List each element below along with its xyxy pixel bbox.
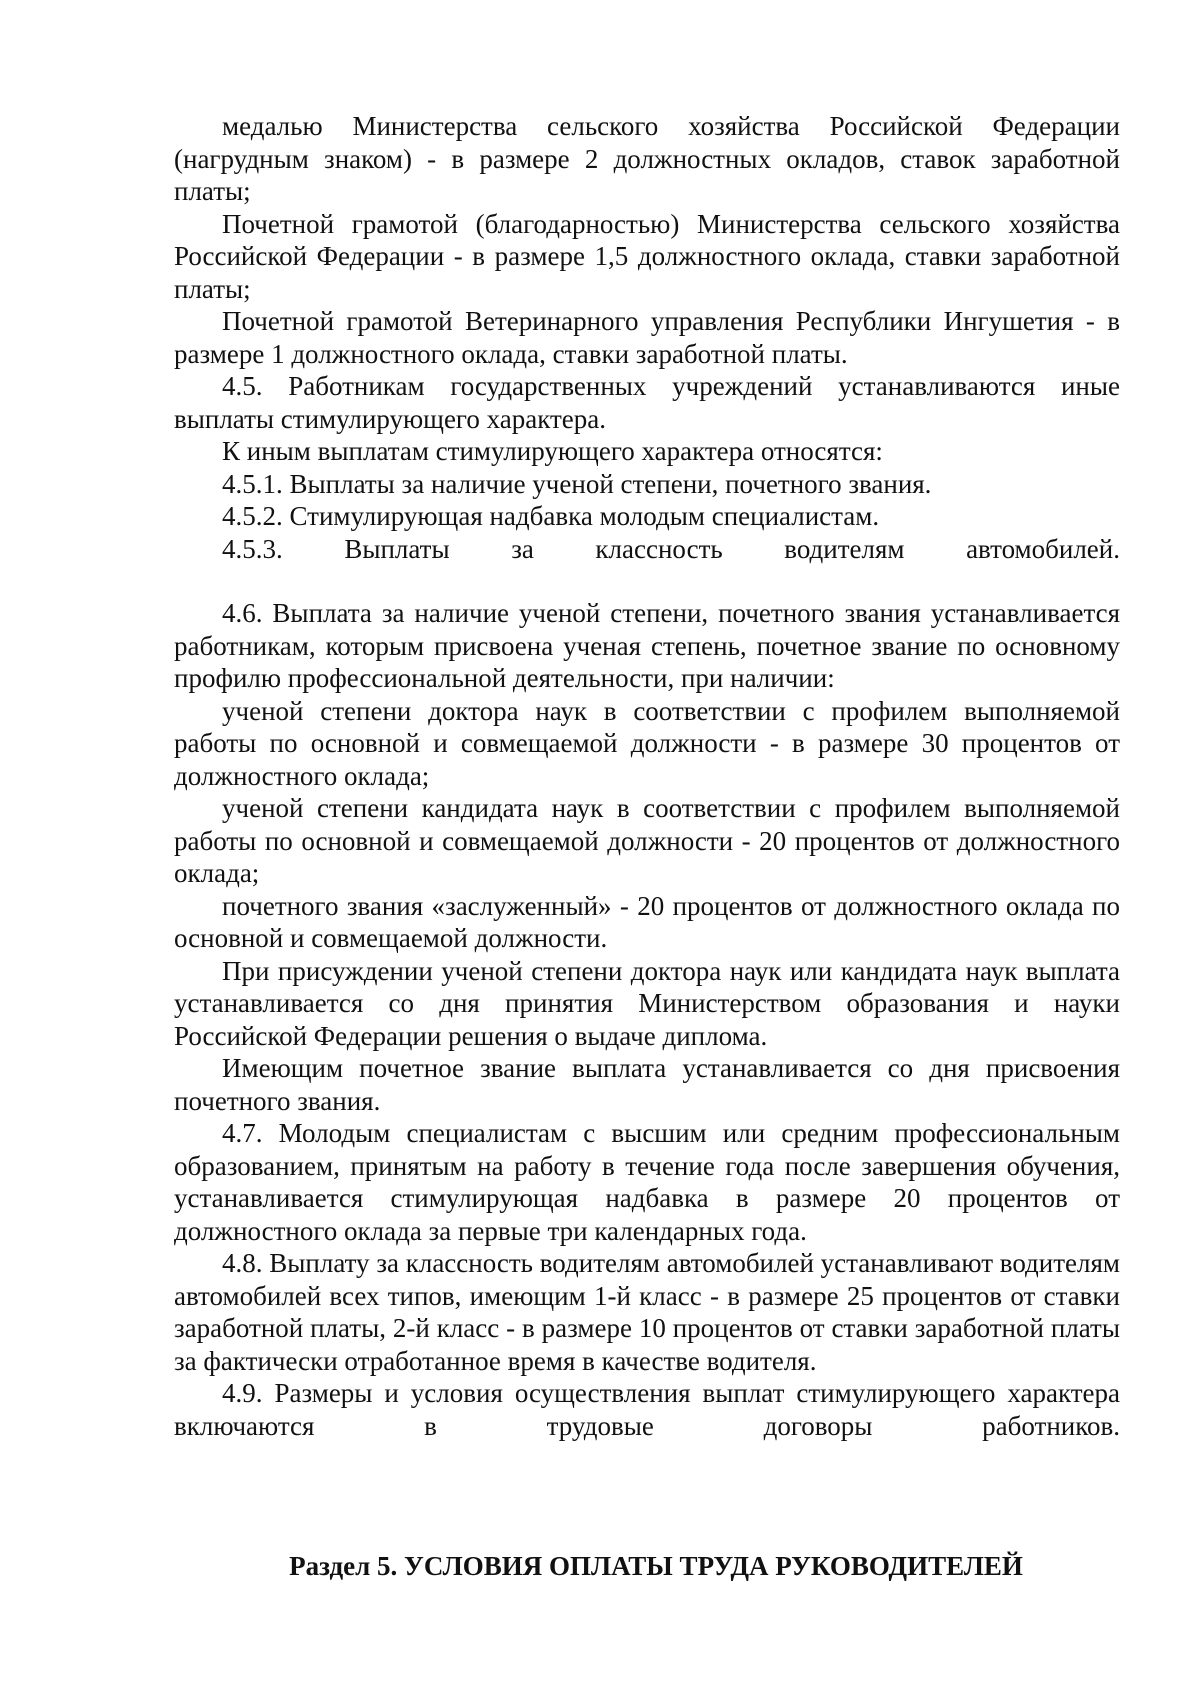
paragraph-4-8: 4.8. Выплату за классность водителям автомобилей устанавливают водителям автомобилей всех типов, имеющим 1-й класс - в размере 25 процентов от ставки заработной платы, 2-й класс - в размере 10 процентов от ставки заработной платы за фактически отработанное время в качестве водителя. xyxy=(174,1248,1120,1376)
paragraph-4-7: 4.7. Молодым специалистам с высшим или средним профессиональным образованием, принятым на работу в течение года после завершения обучения, устанавливается стимулирующая надбавка в размере 20 процентов от должностного оклада за первые три календарных года. xyxy=(174,1118,1120,1246)
paragraph-doctor-degree: ученой степени доктора наук в соответствии с профилем выполняемой работы по основной и совмещаемой должности - в размере 30 процентов от должностного оклада; xyxy=(174,695,1120,791)
paragraph-degree-award: При присуждении ученой степени доктора наук или кандидата наук выплата устанавливается со дня принятия Министерством образования и науки Российской Федерации решения о выдаче диплома. xyxy=(174,955,1120,1051)
paragraph-4-9: 4.9. Размеры и условия осуществления выплат стимулирующего характера включаются в трудовые договоры работников. xyxy=(174,1378,1120,1441)
paragraph-honorary-diploma-ministry: Почетной грамотой (благодарностью) Министерства сельского хозяйства Российской Федерации - в размере 1,5 должностного оклада, ставки заработной платы; xyxy=(174,208,1120,304)
paragraph-4-5-2: 4.5.2. Стимулирующая надбавка молодым специалистам. xyxy=(222,501,880,531)
document-body xyxy=(174,110,1120,1442)
paragraph-4-6: 4.6. Выплата за наличие ученой степени, почетного звания устанавливается работникам, которым присвоена ученая степень, почетное звание по основному профилю профессиональной деятельности, при наличии: xyxy=(174,598,1120,693)
paragraph-other-payments: К иным выплатам стимулирующего характера относятся: xyxy=(222,436,883,466)
paragraph-medal: медалью Министерства сельского хозяйства Российской Федерации (нагрудным знаком) - в размере 2 должностных окладов, ставок заработной платы; xyxy=(174,111,1120,206)
paragraph-candidate-degree: ученой степени кандидата наук в соответствии с профилем выполняемой работы по основной и совмещаемой должности - 20 процентов от должностного оклада; xyxy=(174,793,1120,888)
paragraph-4-5: 4.5. Работникам государственных учреждений устанавливаются иные выплаты стимулирующего характера. xyxy=(174,371,1120,434)
paragraph-4-5-3: 4.5.3. Выплаты за классность водителям автомобилей. xyxy=(222,533,1120,564)
paragraph-honorary-diploma-vet: Почетной грамотой Ветеринарного управления Республики Ингушетия - в размере 1 должностного оклада, ставки заработной платы. xyxy=(174,306,1120,369)
paragraph-honored-title: почетного звания «заслуженный» - 20 процентов от должностного оклада по основной и совмещаемой должности. xyxy=(174,890,1120,953)
paragraph-4-5-1: 4.5.1. Выплаты за наличие ученой степени, почетного звания. xyxy=(222,468,932,499)
section-heading: Раздел 5. УСЛОВИЯ ОПЛАТЫ ТРУДА РУКОВОДИТЕЛЕЙ xyxy=(289,1551,1023,1581)
paragraph-title-holders: Имеющим почетное звание выплата устанавливается со дня присвоения почетного звания. xyxy=(174,1053,1120,1116)
